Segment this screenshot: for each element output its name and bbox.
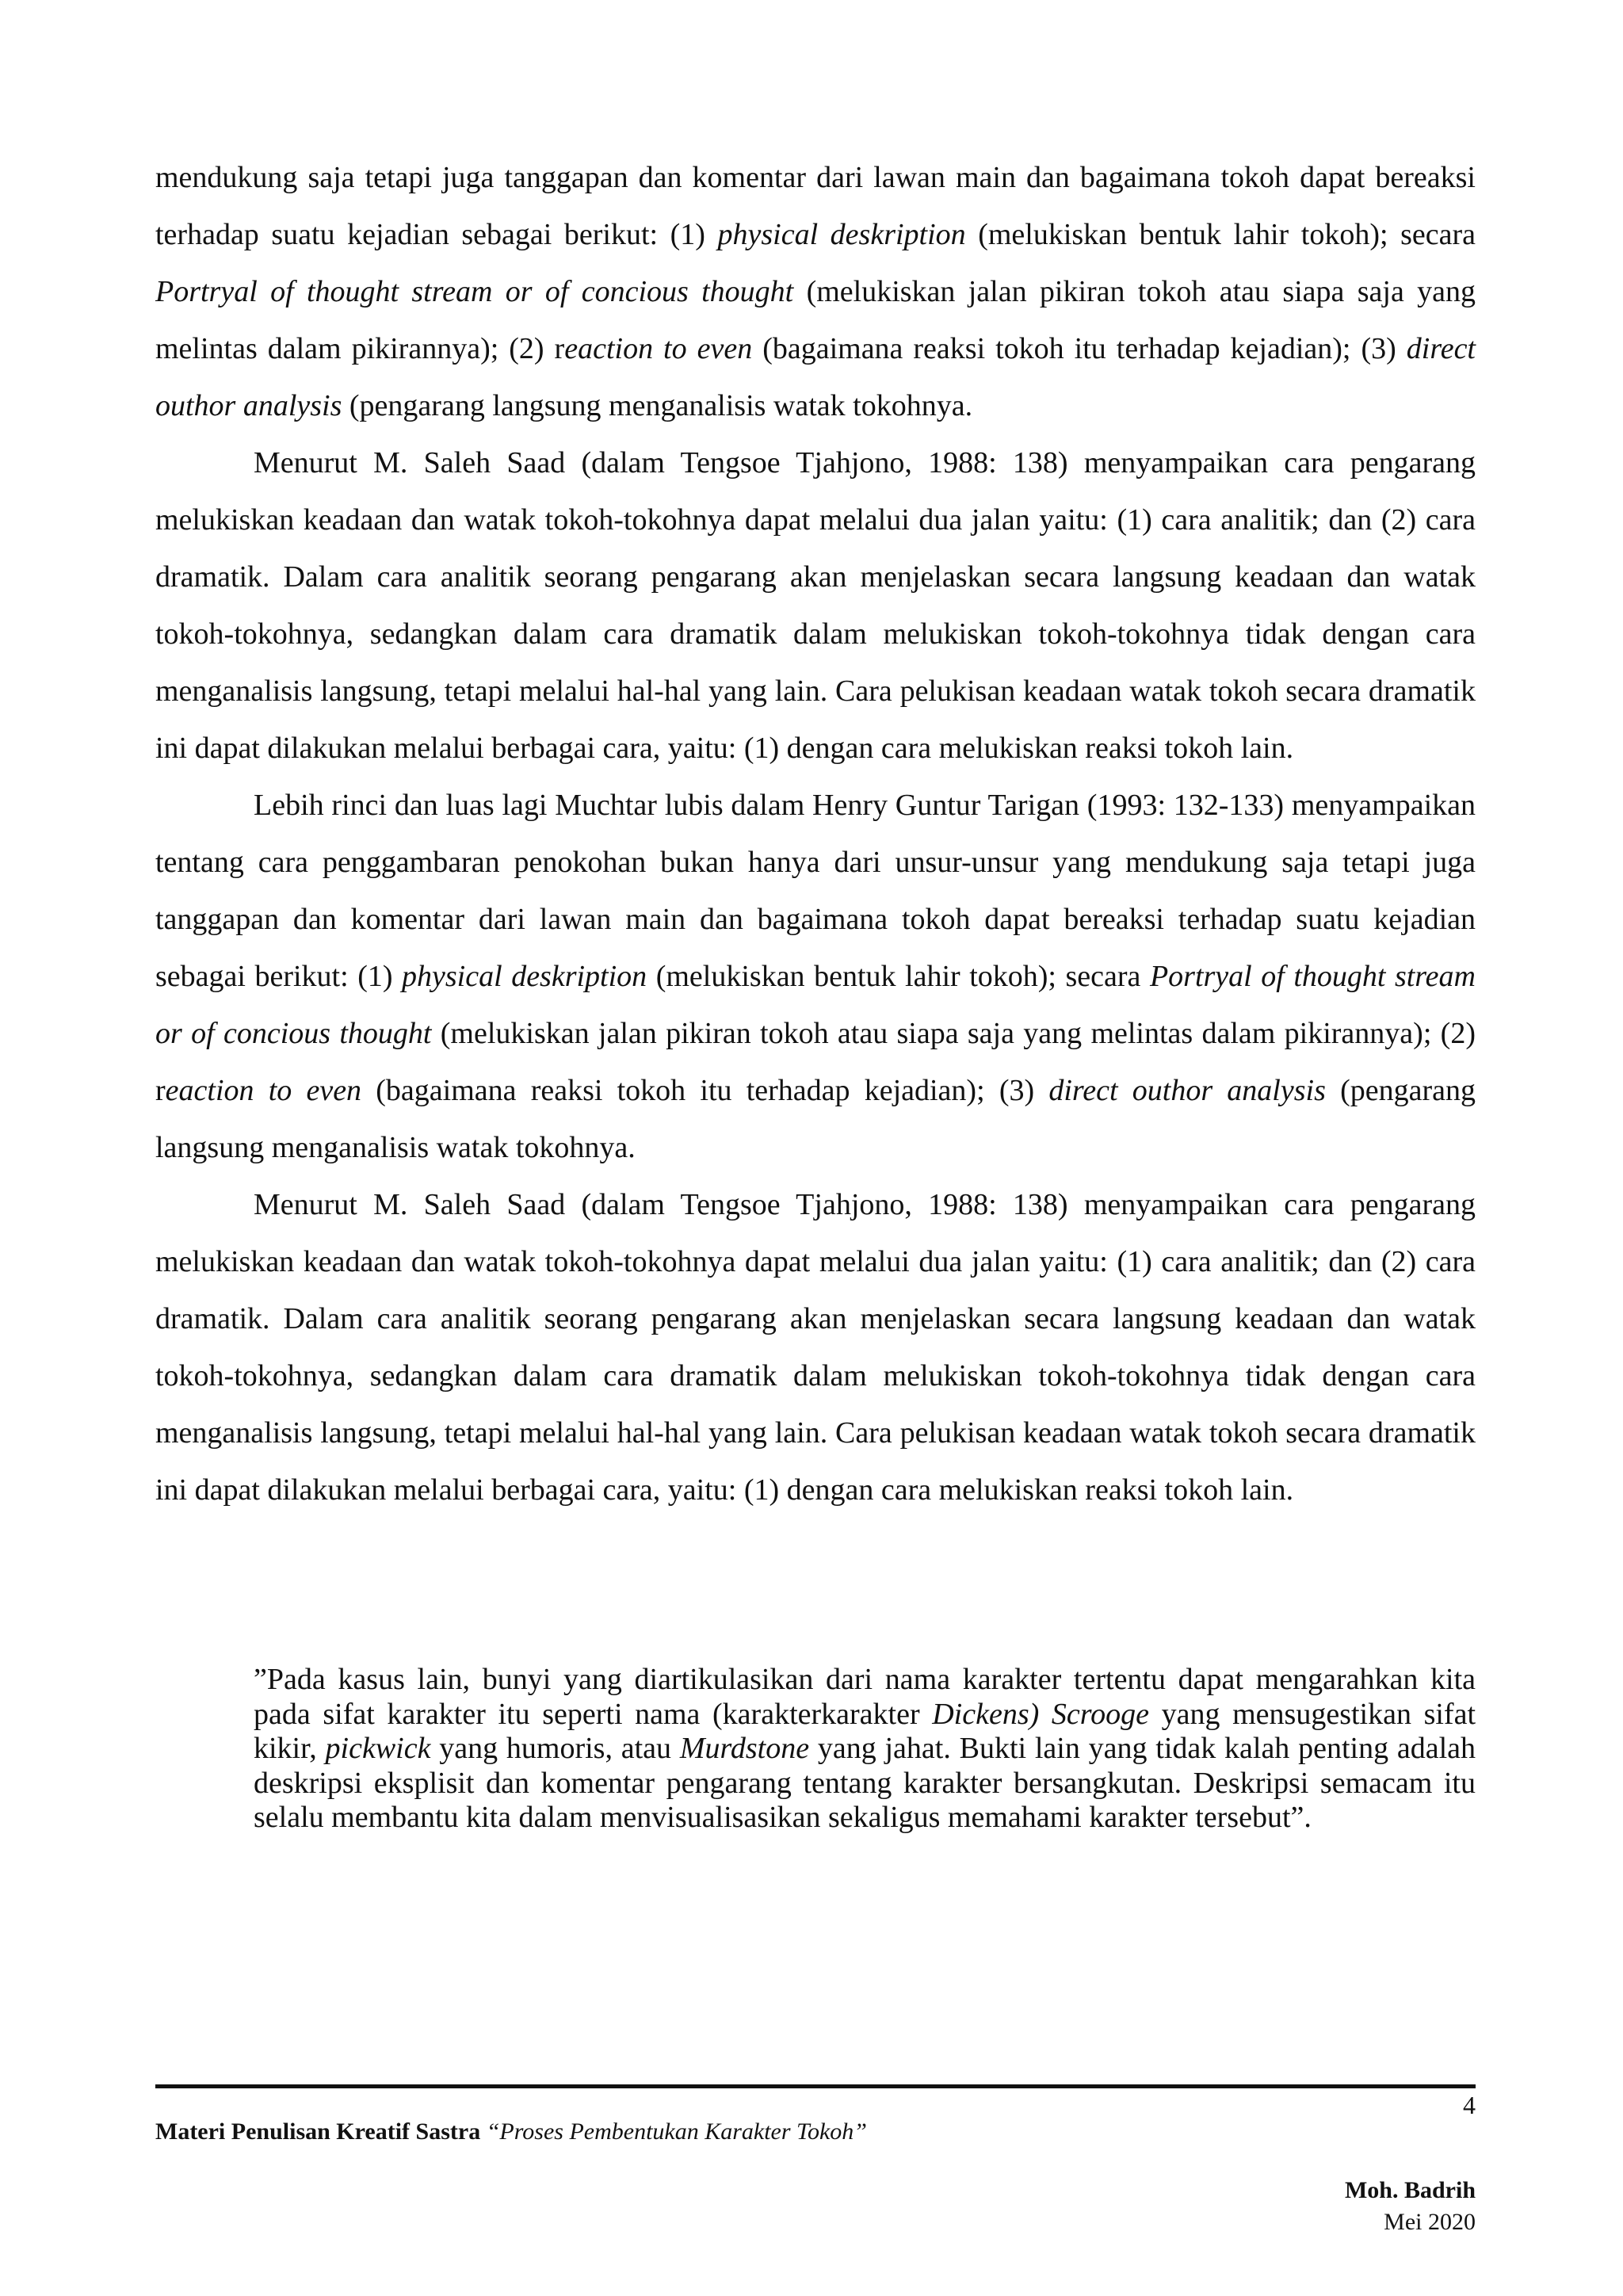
text-run: Lebih rinci dan luas lagi Muchtar lubis dalam Henry Guntur Tarigan (1993: 132-133) menyampaikan tentang cara penggambaran penokohan bukan hanya dari unsur-unsur yang mendukung saja tetapi juga tanggapan dan komentar dari lawan main dan bagaimana tokoh dapat bereaksi terhadap suatu kejadian sebagai berikut: (1) [155,789,1476,993]
text-run: (melukiskan bentuk lahir tokoh); secara [965,218,1476,251]
footer-rule [155,2084,1476,2088]
block-quote [254,1663,1476,1836]
italic-term: eaction to even [165,1074,362,1107]
text-run: (melukiskan jalan pikiran tokoh atau siapa saja yang melintas dalam pikirannya); (2) r [155,1017,1476,1107]
paragraph-2: Menurut M. Saleh Saad (dalam Tengsoe Tjahjono, 1988: 138) menyampaikan cara pengarang melukiskan keadaan dan watak tokoh-tokohnya dapat melalui dua jalan yaitu: (1) cara analitik; dan (2) cara dramatik. Dalam cara analitik seorang pengarang akan menjelaskan secara langsung keadaan dan watak tokoh-tokohnya, sedangkan dalam cara dramatik dalam melukiskan tokoh-tokohnya tidak dengan cara menganalisis langsung, tetapi melalui hal-hal yang lain. Cara pelukisan keadaan watak tokoh secara dramatik ini dapat dilakukan melalui berbagai cara, yaitu: (1) dengan cara melukiskan reaksi tokoh lain. [155,446,1476,765]
italic-term: Dickens) Scrooge [932,1697,1150,1731]
quote-text [254,1663,1476,1836]
body-text [155,149,1476,1519]
italic-term: Portryal of thought stream or of concious thought [155,275,794,308]
text-run: yang mensugestikan sifat kikir, [254,1697,1476,1765]
paragraph-4: Menurut M. Saleh Saad (dalam Tengsoe Tjahjono, 1988: 138) menyampaikan cara pengarang melukiskan keadaan dan watak tokoh-tokohnya dapat melalui dua jalan yaitu: (1) cara analitik; dan (2) cara dramatik. Dalam cara analitik seorang pengarang akan menjelaskan secara langsung keadaan dan watak tokoh-tokohnya, sedangkan dalam cara dramatik dalam melukiskan tokoh-tokohnya tidak dengan cara menganalisis langsung, tetapi melalui hal-hal yang lain. Cara pelukisan keadaan watak tokoh secara dramatik ini dapat dilakukan melalui berbagai cara, yaitu: (1) dengan cara melukiskan reaksi tokoh lain. [155,1188,1476,1507]
italic-term: Murdstone [679,1732,810,1765]
text-run: (melukiskan bentuk lahir tokoh); secara [647,960,1150,993]
italic-term: physical deskription [402,960,647,993]
italic-term: eaction to even [564,332,753,365]
text-run: mendukung saja tetapi juga tanggapan dan komentar dari lawan main dan bagaimana tokoh dapat bereaksi terhadap suatu kejadian sebagai berikut: (1) [155,161,1476,251]
paragraph-3 [155,777,1476,1176]
page-number: 4 [1463,2091,1476,2119]
italic-term: direct outhor analysis [1048,1074,1326,1107]
footer-author: Moh. Badrih [1344,2177,1476,2203]
footer-document-title [155,2116,867,2148]
text-run: yang jahat. Bukti lain yang tidak kalah penting adalah deskripsi eksplisit dan komentar pengarang tentang karakter bersangkutan. Deskripsi semacam itu selalu membantu kita dalam menvisualisasikan sekaligus memahami karakter tersebut”. [254,1732,1476,1834]
text-run: (melukiskan jalan pikiran tokoh atau siapa saja yang melintas dalam pikirannya); (2) r [155,275,1476,365]
text-run: (bagaimana reaksi tokoh itu terhadap kejadian); (3) [752,332,1407,365]
italic-term: Portryal of thought stream or of concious thought [155,960,1476,1050]
italic-term: physical deskription [717,218,966,251]
text-run: (pengarang langsung menganalisis watak tokohnya. [155,1074,1476,1164]
text-run: ”Pada kasus lain, bunyi yang diartikulasikan dari nama karakter tertentu dapat mengarahkan kita pada sifat karakter itu seperti nama (karakterkarakter [254,1663,1476,1731]
text-run: (bagaimana reaksi tokoh itu terhadap kejadian); (3) [361,1074,1049,1107]
italic-term: pickwick [325,1732,431,1765]
paragraph-1 [155,149,1476,434]
footer-date: Mei 2020 [1384,2209,1476,2235]
doc-subtitle: “Proses Pembentukan Karakter Tokoh” [486,2118,867,2145]
doc-title: Materi Penulisan Kreatif Sastra [155,2118,487,2145]
italic-term: direct outhor analysis [155,332,1476,422]
text-run: (pengarang langsung menganalisis watak tokohnya. [342,389,973,422]
text-run: yang humoris, atau [430,1732,680,1765]
